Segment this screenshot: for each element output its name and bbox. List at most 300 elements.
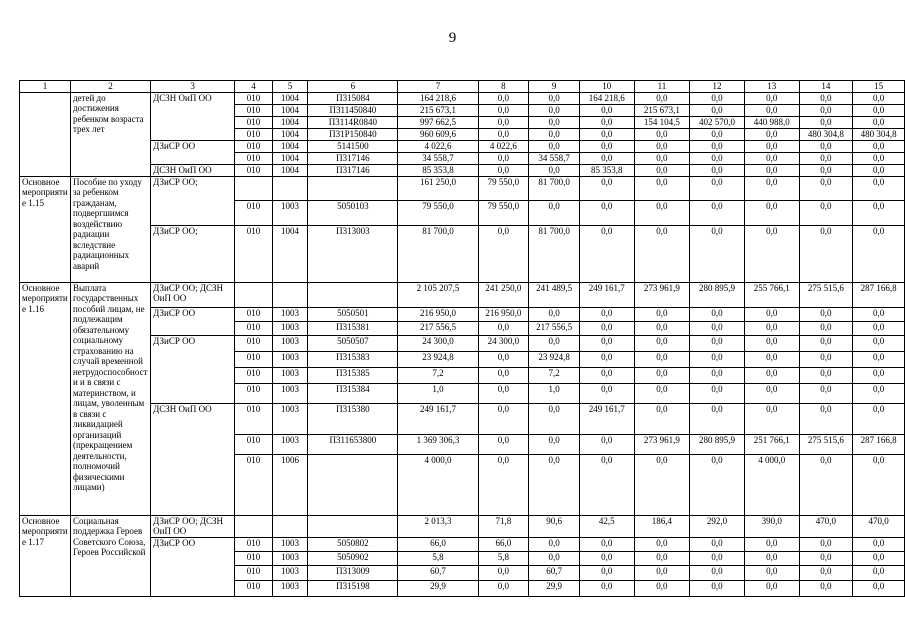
value-cell: 280 895,9 [690,282,745,307]
value-cell: 0,0 [744,565,799,580]
value-cell: 0,0 [579,200,634,225]
value-cell: 71,8 [478,515,529,537]
value-cell: 81 700,0 [398,225,478,282]
code-section [235,282,272,307]
value-cell: 0,0 [853,565,905,580]
value-cell: 0,0 [744,307,799,321]
code-section: 010 [235,92,272,104]
value-cell: 0,0 [529,200,580,225]
value-cell: 249 161,7 [579,403,634,434]
table-row [20,282,905,307]
value-cell: 0,0 [853,367,905,383]
value-cell: 29,9 [398,580,478,596]
value-cell: 0,0 [799,454,853,515]
value-cell: 0,0 [478,152,529,164]
value-cell: 90,6 [529,515,580,537]
value-cell: 0,0 [634,307,690,321]
value-cell: 0,0 [799,200,853,225]
value-cell: 85 353,8 [579,164,634,176]
value-cell: 66,0 [398,537,478,551]
code-article: П315381 [308,321,398,335]
value-cell: 1 369 306,3 [398,434,478,454]
value-cell: 0,0 [853,92,905,104]
column-header-1: 1 [20,81,71,93]
value-cell: 0,0 [579,128,634,140]
value-cell: 0,0 [478,351,529,367]
value-cell: 0,0 [799,116,853,128]
code-subsection: 1004 [272,225,308,282]
column-header-14: 14 [799,81,853,93]
value-cell: 0,0 [853,321,905,335]
value-cell: 0,0 [853,225,905,282]
value-cell: 0,0 [579,335,634,351]
value-cell: 0,0 [634,565,690,580]
code-subsection [272,515,308,537]
value-cell: 0,0 [478,383,529,403]
code-article: П311450840 [308,104,398,116]
code-subsection: 1004 [272,128,308,140]
value-cell: 7,2 [529,367,580,383]
value-cell: 23 924,8 [529,351,580,367]
value-cell: 0,0 [579,152,634,164]
value-cell: 0,0 [690,403,745,434]
value-cell: 292,0 [690,515,745,537]
value-cell: 0,0 [799,321,853,335]
page-number: 9 [448,30,457,46]
value-cell: 287 166,8 [853,434,905,454]
value-cell: 0,0 [744,200,799,225]
code-subsection: 1003 [272,383,308,403]
code-article: 5050103 [308,200,398,225]
value-cell: 0,0 [478,580,529,596]
table-row [20,515,905,537]
value-cell: 0,0 [744,140,799,152]
value-cell: 0,0 [690,164,745,176]
value-cell: 0,0 [690,104,745,116]
value-cell: 0,0 [579,104,634,116]
value-cell: 0,0 [853,164,905,176]
value-cell: 4 022,6 [398,140,478,152]
code-subsection: 1003 [272,551,308,565]
value-cell: 0,0 [690,176,745,200]
value-cell: 0,0 [634,454,690,515]
column-header-7: 7 [398,81,478,93]
code-article: 5141500 [308,140,398,152]
value-cell: 0,0 [634,335,690,351]
code-section: 010 [235,200,272,225]
value-cell: 0,0 [634,200,690,225]
value-cell: 0,0 [744,164,799,176]
code-subsection: 1003 [272,351,308,367]
value-cell: 0,0 [529,537,580,551]
value-cell: 0,0 [744,225,799,282]
code-section: 010 [235,104,272,116]
value-cell: 0,0 [634,580,690,596]
value-cell: 0,0 [853,335,905,351]
value-cell: 0,0 [853,551,905,565]
value-cell: 0,0 [634,225,690,282]
code-section: 010 [235,307,272,321]
value-cell: 2 013,3 [398,515,478,537]
value-cell: 390,0 [744,515,799,537]
value-cell: 0,0 [529,116,580,128]
table-row [20,164,905,176]
value-cell: 79 550,0 [398,200,478,225]
value-cell: 0,0 [478,104,529,116]
value-cell: 29,9 [529,580,580,596]
column-header-2: 2 [70,81,150,93]
value-cell: 275 515,6 [799,434,853,454]
code-section: 010 [235,116,272,128]
code-article [308,515,398,537]
code-article: 5050902 [308,551,398,565]
value-cell: 0,0 [690,321,745,335]
value-cell: 0,0 [579,580,634,596]
value-cell: 0,0 [579,321,634,335]
code-subsection: 1004 [272,152,308,164]
value-cell: 0,0 [853,176,905,200]
code-section: 010 [235,454,272,515]
value-cell: 0,0 [579,434,634,454]
column-header-11: 11 [634,81,690,93]
value-cell: 60,7 [398,565,478,580]
value-cell: 5,8 [478,551,529,565]
value-cell: 0,0 [634,351,690,367]
value-cell: 0,0 [744,321,799,335]
event-name: Пособие по уходу за ребенком гражданам, подвергшимся воздействию радиации вследствие радиационных аварий [70,176,150,282]
value-cell: 217 556,5 [398,321,478,335]
value-cell: 164 218,6 [398,92,478,104]
value-cell: 0,0 [579,383,634,403]
budget-table [19,80,905,597]
executor: ДЗиСР ОО [151,140,235,164]
value-cell: 0,0 [799,152,853,164]
code-section: 010 [235,128,272,140]
value-cell: 960 609,6 [398,128,478,140]
code-subsection: 1004 [272,116,308,128]
value-cell: 0,0 [634,403,690,434]
executor: ДЗиСР ОО; [151,225,235,282]
value-cell: 0,0 [744,383,799,403]
value-cell: 5,8 [398,551,478,565]
value-cell: 0,0 [744,551,799,565]
code-section: 010 [235,140,272,152]
executor: ДЗиСР ОО; ДСЗН ОиП ОО [151,515,235,537]
executor: ДСЗН ОиП ОО [151,403,235,515]
value-cell: 216 950,0 [478,307,529,321]
value-cell: 0,0 [529,128,580,140]
value-cell: 251 766,1 [744,434,799,454]
table-row [20,307,905,321]
code-section: 010 [235,434,272,454]
value-cell: 0,0 [799,140,853,152]
value-cell: 0,0 [690,335,745,351]
column-header-6: 6 [308,81,398,93]
value-cell: 0,0 [799,92,853,104]
value-cell: 0,0 [799,565,853,580]
value-cell: 0,0 [478,164,529,176]
code-section: 010 [235,152,272,164]
column-header-15: 15 [853,81,905,93]
event-name: Социальная поддержка Героев Советского Союза, Героев Российской [70,515,150,596]
column-header-9: 9 [529,81,580,93]
executor: ДЗиСР ОО [151,335,235,403]
value-cell: 0,0 [634,383,690,403]
table-row [20,335,905,351]
column-header-8: 8 [478,81,529,93]
code-article: П3114R0840 [308,116,398,128]
value-cell: 0,0 [799,580,853,596]
table-row [20,92,905,104]
value-cell: 0,0 [529,403,580,434]
code-article: 5050507 [308,335,398,351]
code-section: 010 [235,565,272,580]
value-cell: 60,7 [529,565,580,580]
code-article: П31P150840 [308,128,398,140]
value-cell: 287 166,8 [853,282,905,307]
value-cell: 0,0 [799,383,853,403]
value-cell: 0,0 [799,403,853,434]
value-cell: 0,0 [634,537,690,551]
value-cell: 0,0 [690,580,745,596]
value-cell: 273 961,9 [634,282,690,307]
code-subsection: 1006 [272,454,308,515]
value-cell: 0,0 [690,225,745,282]
value-cell: 0,0 [579,351,634,367]
value-cell: 273 961,9 [634,434,690,454]
event-label: Основное мероприятие 1.17 [20,515,71,596]
code-article [308,282,398,307]
value-cell: 0,0 [799,351,853,367]
column-header-13: 13 [744,81,799,93]
column-header-5: 5 [272,81,308,93]
value-cell: 0,0 [853,580,905,596]
value-cell: 23 924,8 [398,351,478,367]
value-cell: 7,2 [398,367,478,383]
executor: ДСЗН ОиП ОО [151,92,235,140]
value-cell: 0,0 [744,403,799,434]
value-cell: 4 000,0 [744,454,799,515]
code-article: 5050501 [308,307,398,321]
code-subsection [272,176,308,200]
value-cell: 0,0 [799,225,853,282]
code-section: 010 [235,225,272,282]
value-cell: 255 766,1 [744,282,799,307]
code-article: П313009 [308,565,398,580]
value-cell: 85 353,8 [398,164,478,176]
value-cell: 34 558,7 [529,152,580,164]
code-section: 010 [235,580,272,596]
code-article [308,454,398,515]
value-cell: 0,0 [799,537,853,551]
value-cell: 0,0 [690,367,745,383]
value-cell: 0,0 [690,537,745,551]
value-cell: 0,0 [529,551,580,565]
value-cell: 0,0 [579,116,634,128]
value-cell: 0,0 [744,367,799,383]
value-cell: 0,0 [634,152,690,164]
value-cell: 0,0 [744,351,799,367]
value-cell: 0,0 [853,307,905,321]
value-cell: 0,0 [690,351,745,367]
value-cell: 0,0 [744,104,799,116]
code-subsection: 1003 [272,307,308,321]
code-section: 010 [235,537,272,551]
value-cell: 0,0 [478,454,529,515]
value-cell: 34 558,7 [398,152,478,164]
value-cell: 0,0 [744,335,799,351]
value-cell: 0,0 [529,164,580,176]
executor: ДЗиСР ОО [151,307,235,335]
value-cell: 0,0 [634,176,690,200]
executor: ДСЗН ОиП ОО [151,164,235,176]
code-article: П315383 [308,351,398,367]
value-cell: 0,0 [579,176,634,200]
value-cell: 0,0 [529,104,580,116]
value-cell: 1,0 [529,383,580,403]
value-cell: 0,0 [478,434,529,454]
value-cell: 0,0 [690,383,745,403]
code-article: 5050802 [308,537,398,551]
value-cell: 0,0 [529,335,580,351]
value-cell: 161 250,0 [398,176,478,200]
value-cell: 0,0 [799,164,853,176]
value-cell: 470,0 [799,515,853,537]
value-cell: 81 700,0 [529,225,580,282]
value-cell: 0,0 [529,434,580,454]
value-cell: 4 000,0 [398,454,478,515]
code-section [235,176,272,200]
code-article: П315198 [308,580,398,596]
value-cell: 0,0 [853,116,905,128]
value-cell: 66,0 [478,537,529,551]
code-article: П313003 [308,225,398,282]
table-row [20,176,905,200]
value-cell: 79 550,0 [478,200,529,225]
value-cell: 2 105 207,5 [398,282,478,307]
code-article: П315385 [308,367,398,383]
event-name: Выплата государственных пособий лицам, не подлежащим обязательному социальному страхованию на случай временной нетрудоспособности и в связи с материнством, и лицам, уволенным в связи с ликвидацией организаций (прекращением деятельности, полномочий физическими лицами) [70,282,150,515]
code-subsection: 1003 [272,580,308,596]
table-row [20,140,905,152]
value-cell: 0,0 [799,307,853,321]
column-header-12: 12 [690,81,745,93]
code-subsection: 1003 [272,403,308,434]
value-cell: 0,0 [853,454,905,515]
value-cell: 0,0 [853,403,905,434]
event-label [20,92,71,176]
value-cell: 249 161,7 [398,403,478,434]
value-cell: 24 300,0 [478,335,529,351]
code-subsection: 1003 [272,537,308,551]
value-cell: 217 556,5 [529,321,580,335]
value-cell: 0,0 [478,92,529,104]
code-article: П317146 [308,152,398,164]
column-header-10: 10 [579,81,634,93]
code-section: 010 [235,551,272,565]
value-cell: 0,0 [853,140,905,152]
code-subsection: 1003 [272,434,308,454]
value-cell: 0,0 [744,92,799,104]
value-cell: 402 570,0 [690,116,745,128]
value-cell: 0,0 [853,383,905,403]
value-cell: 0,0 [579,565,634,580]
code-subsection [272,282,308,307]
value-cell: 0,0 [579,225,634,282]
value-cell: 0,0 [690,200,745,225]
value-cell: 0,0 [799,104,853,116]
value-cell: 0,0 [744,537,799,551]
value-cell: 280 895,9 [690,434,745,454]
value-cell: 0,0 [853,152,905,164]
value-cell: 0,0 [690,92,745,104]
value-cell: 164 218,6 [579,92,634,104]
value-cell: 440 988,0 [744,116,799,128]
value-cell: 0,0 [579,454,634,515]
column-header-3: 3 [151,81,235,93]
code-subsection: 1004 [272,92,308,104]
value-cell: 249 161,7 [579,282,634,307]
executor: ДЗиСР ОО; ДСЗН ОиП ОО [151,282,235,307]
value-cell: 0,0 [634,164,690,176]
value-cell: 241 489,5 [529,282,580,307]
value-cell: 0,0 [853,537,905,551]
value-cell: 0,0 [744,152,799,164]
value-cell: 0,0 [478,321,529,335]
value-cell: 480 304,8 [853,128,905,140]
value-cell: 1,0 [398,383,478,403]
value-cell: 0,0 [690,152,745,164]
value-cell: 997 662,5 [398,116,478,128]
value-cell: 0,0 [634,128,690,140]
value-cell: 81 700,0 [529,176,580,200]
value-cell: 0,0 [853,104,905,116]
value-cell: 0,0 [634,140,690,152]
table-row [20,403,905,434]
value-cell: 215 673,1 [398,104,478,116]
value-cell: 0,0 [579,140,634,152]
event-label: Основное мероприятие 1.15 [20,176,71,282]
value-cell: 79 550,0 [478,176,529,200]
code-article [308,176,398,200]
value-cell: 0,0 [634,92,690,104]
value-cell: 42,5 [579,515,634,537]
value-cell: 186,4 [634,515,690,537]
value-cell: 275 515,6 [799,282,853,307]
value-cell: 0,0 [529,307,580,321]
executor: ДЗиСР ОО [151,537,235,596]
value-cell: 0,0 [799,176,853,200]
value-cell: 0,0 [634,321,690,335]
event-label: Основное мероприятие 1.16 [20,282,71,515]
value-cell: 0,0 [690,128,745,140]
event-name: детей до достижения ребенком возраста трех лет [70,92,150,176]
code-subsection: 1003 [272,335,308,351]
code-subsection: 1004 [272,104,308,116]
value-cell: 0,0 [744,128,799,140]
value-cell: 0,0 [579,307,634,321]
code-section: 010 [235,367,272,383]
code-section: 010 [235,383,272,403]
value-cell: 0,0 [799,367,853,383]
code-subsection: 1004 [272,140,308,152]
executor: ДЗиСР ОО; [151,176,235,225]
value-cell: 0,0 [529,140,580,152]
value-cell: 0,0 [853,351,905,367]
column-header-4: 4 [235,81,272,93]
value-cell: 4 022,6 [478,140,529,152]
value-cell: 0,0 [478,565,529,580]
